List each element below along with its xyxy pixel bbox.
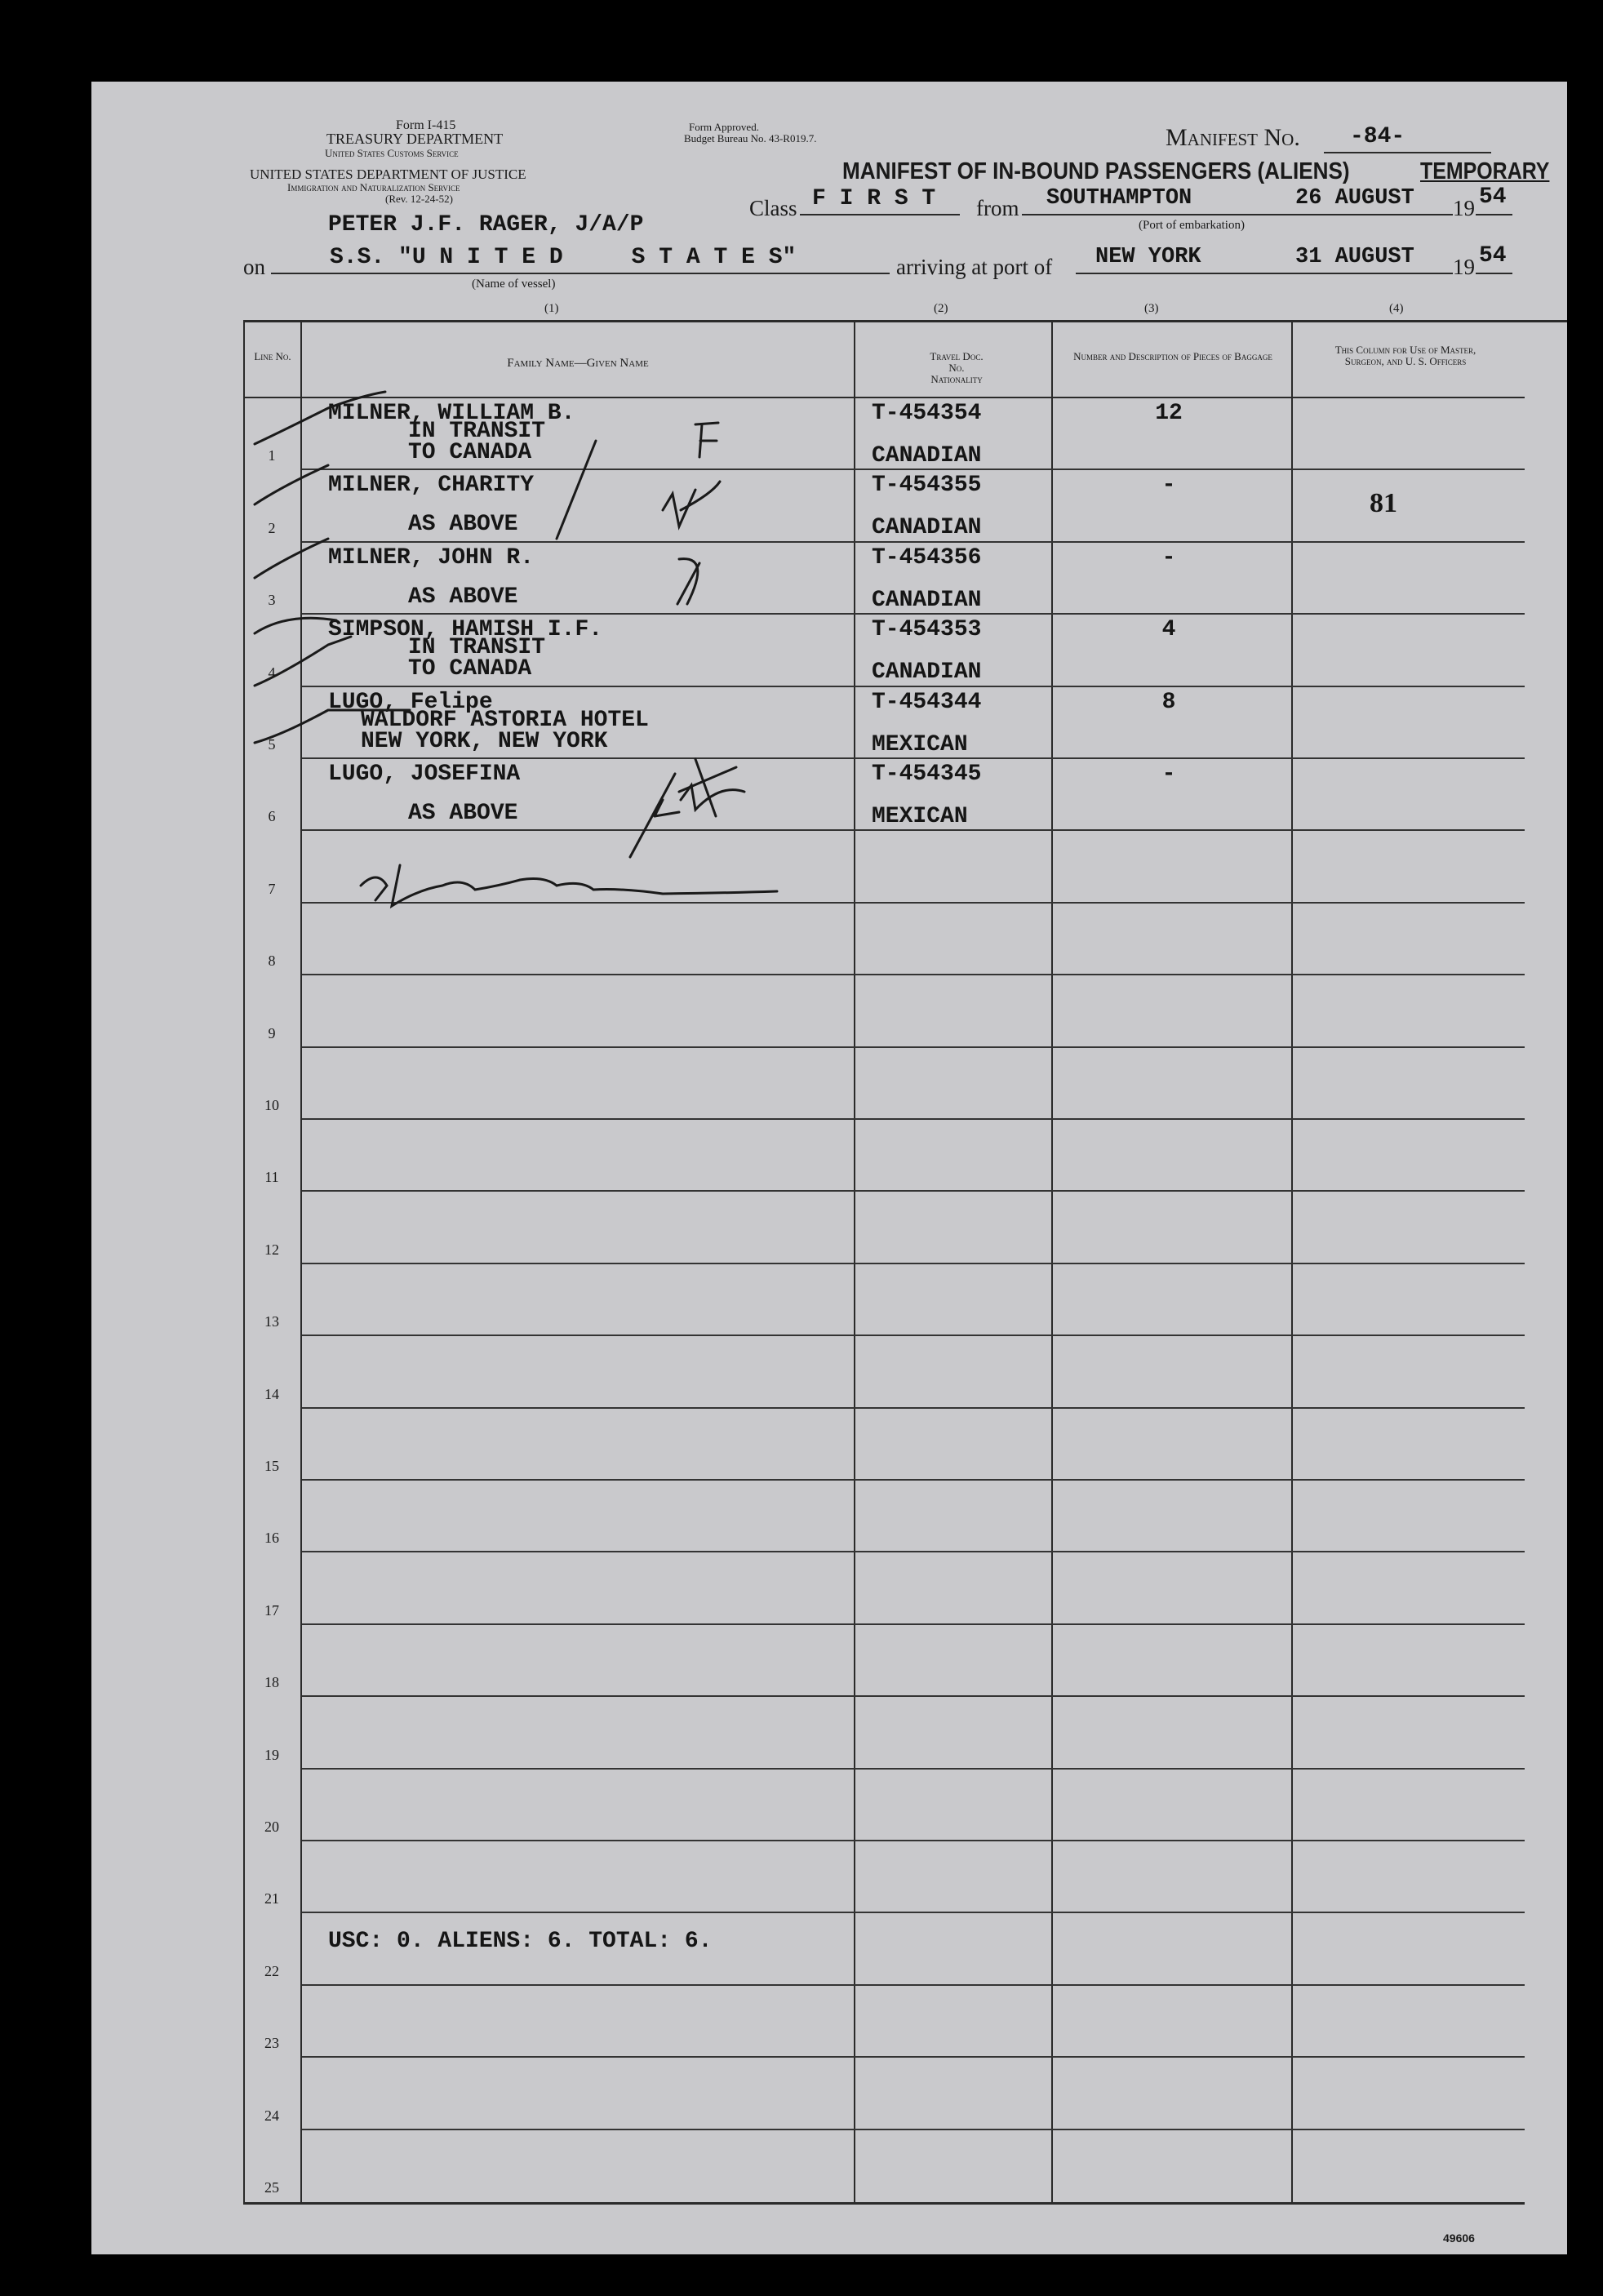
check-tick [255, 618, 336, 633]
line-number: 23 [264, 2035, 279, 2052]
check-tick [255, 465, 328, 504]
passenger-note: IN TRANSIT [408, 419, 546, 444]
from-year: 54 [1479, 184, 1507, 210]
handwritten-line-row6 [630, 774, 675, 857]
ins-service: Immigration and Naturalization Service [287, 181, 460, 193]
check-tick [255, 392, 385, 444]
travel-doc-number: T-454353 [872, 617, 982, 643]
line-number: 4 [268, 664, 276, 681]
nationality: CANADIAN [872, 443, 982, 469]
col-num-3: (3) [1144, 302, 1159, 315]
line-number: 11 [264, 1169, 279, 1186]
passenger-note: NEW YORK, NEW YORK [361, 728, 608, 754]
form-number: Form I-415 [396, 118, 456, 132]
temporary-label: TEMPORARY [1420, 158, 1550, 184]
line-number: 9 [268, 1024, 276, 1041]
baggage-count: 8 [1161, 689, 1176, 715]
passenger-note: AS ABOVE [408, 512, 518, 538]
customs-service: United States Customs Service [325, 147, 459, 159]
baggage-count: - [1161, 544, 1176, 571]
nationality: CANADIAN [872, 587, 982, 613]
arriving-label: arriving at port of [896, 255, 1053, 279]
line-number: 24 [264, 2107, 279, 2124]
baggage-header: Number and Description of Pieces of Baggage [1073, 350, 1272, 362]
baggage-count: - [1161, 762, 1176, 787]
line-number: 19 [264, 1746, 279, 1763]
passenger-note: IN TRANSIT [408, 635, 546, 661]
travel-doc-number: T-454356 [872, 544, 982, 571]
col-num-1: (1) [544, 302, 559, 315]
vessel-caption: (Name of vessel) [472, 278, 556, 291]
passenger-name: MILNER, JOHN R. [328, 544, 535, 571]
line-number: 25 [264, 2179, 279, 2196]
travel-doc-number: T-454355 [872, 473, 982, 499]
col-num-4: (4) [1389, 302, 1404, 315]
line-number: 22 [264, 1962, 279, 1979]
name-header: Family Name—Given Name [507, 357, 649, 370]
passenger-name: SIMPSON, HAMISH I.F. [328, 617, 603, 643]
treasury-department: TREASURY DEPARTMENT [326, 131, 504, 147]
passenger-name: LUGO, JOSEFINA [328, 762, 521, 787]
travel-doc-number: T-454345 [872, 762, 982, 787]
line-number: 3 [268, 592, 276, 609]
line-number: 2 [268, 519, 276, 536]
form-code: 49606 [1443, 2232, 1475, 2245]
passenger-note: AS ABOVE [408, 584, 518, 610]
officers-header: This Column for Use of Master, Surgeon, and U. S. Officers [1334, 344, 1476, 367]
arrival-year: 54 [1479, 243, 1507, 269]
passenger-name: MILNER, CHARITY [328, 473, 535, 499]
passenger-note: WALDORF ASTORIA HOTEL [361, 707, 649, 733]
line-number: 20 [264, 1819, 279, 1835]
line-number: 16 [264, 1530, 279, 1547]
line-number: 12 [264, 1241, 279, 1258]
line-number: 7 [268, 880, 276, 897]
revision: (Rev. 12-24-52) [385, 193, 453, 205]
line-number: 1 [268, 447, 276, 464]
handwritten-slash [557, 441, 596, 539]
class-label: Class [749, 196, 797, 220]
line-number: 10 [264, 1097, 279, 1113]
travel-doc-number: T-454354 [872, 401, 982, 426]
manifest-number: -84- [1350, 124, 1405, 149]
check-tick [255, 539, 328, 578]
on-label: on [243, 255, 265, 279]
nationality: MEXICAN [872, 731, 968, 757]
port-embarkation-caption: (Port of embarkation) [1139, 219, 1245, 232]
baggage-count: - [1161, 473, 1176, 499]
from-label: from [976, 196, 1019, 220]
form-approved: Form Approved. [689, 121, 759, 133]
nationality: CANADIAN [872, 515, 982, 541]
arrival-year-prefix: 19 [1453, 255, 1475, 279]
line-number: 14 [264, 1385, 279, 1402]
nationality: CANADIAN [872, 659, 982, 686]
vessel-name: S.S. "U N I T E D S T A T E S" [330, 245, 797, 270]
line-number: 18 [264, 1674, 279, 1691]
line-no-header: Line No. [254, 350, 291, 362]
line-number: 13 [264, 1313, 279, 1330]
nationality: MEXICAN [872, 804, 968, 829]
manifest-label: Manifest No. [1166, 124, 1300, 151]
manifest-title: MANIFEST OF IN-BOUND PASSENGERS (ALIENS) [842, 158, 1350, 184]
line-number: 15 [264, 1458, 279, 1474]
arrival-date: 31 AUGUST [1295, 245, 1414, 269]
passenger-name: LUGO, Felipe [328, 689, 493, 715]
from-date: 26 AUGUST [1295, 186, 1414, 211]
col-num-2: (2) [934, 302, 948, 315]
check-tick [255, 710, 410, 743]
manifest-sheet [91, 82, 1567, 2254]
summary-line: USC: 0. ALIENS: 6. TOTAL: 6. [328, 1929, 713, 1954]
line-number: 17 [264, 1601, 279, 1619]
doc-header: Travel Doc. No. Nationality [930, 350, 984, 385]
handwriting-marks [91, 82, 1567, 2254]
from-port: SOUTHAMPTON [1046, 186, 1192, 211]
line-number: 21 [264, 1890, 279, 1907]
handwritten-e [695, 423, 718, 457]
handwritten-mark-row3 [677, 559, 699, 604]
agent-name: PETER J.F. RAGER, J/A/P [328, 212, 644, 238]
passenger-note: TO CANADA [408, 656, 532, 682]
signature [361, 865, 777, 906]
line-number: 6 [268, 808, 276, 825]
passenger-note: TO CANADA [408, 440, 532, 465]
passenger-note: AS ABOVE [408, 801, 518, 826]
handwritten-cross-row5 [679, 759, 736, 816]
baggage-count: 4 [1161, 617, 1176, 643]
baggage-count: 12 [1155, 401, 1183, 426]
travel-doc-number: T-454344 [872, 689, 982, 715]
passenger-name: MILNER, WILLIAM B. [328, 401, 575, 426]
handwritten-initial [663, 482, 720, 526]
officer-note: 81 [1370, 488, 1397, 519]
check-tick [255, 637, 351, 686]
arrival-port: NEW YORK [1095, 245, 1201, 269]
from-year-prefix: 19 [1453, 196, 1475, 220]
justice-department: UNITED STATES DEPARTMENT OF JUSTICE [250, 167, 526, 182]
class-value: F I R S T [812, 186, 936, 211]
budget-bureau: Budget Bureau No. 43-R019.7. [684, 132, 817, 144]
line-number: 8 [268, 953, 276, 970]
line-number: 5 [268, 736, 276, 753]
